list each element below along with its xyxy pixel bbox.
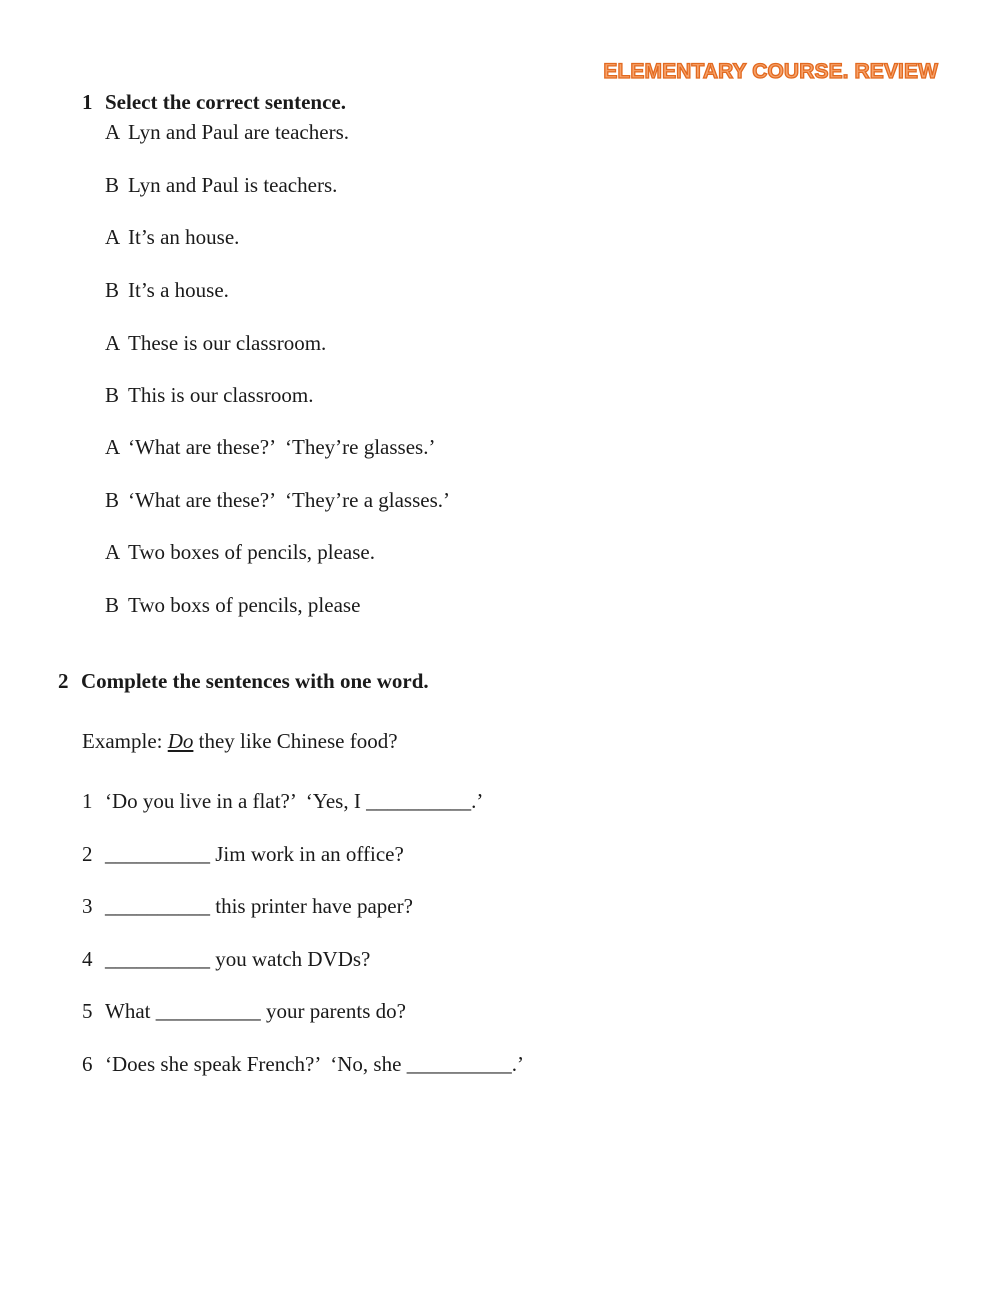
item-text-after: .’ <box>511 1052 524 1076</box>
option-text: Two boxs of pencils, please <box>128 593 361 617</box>
option-letter: B <box>105 383 120 407</box>
answer-blank[interactable]: __________ <box>105 842 210 866</box>
item-text-before: ‘Do you live in a flat?’ ‘Yes, I <box>105 789 367 813</box>
option-letter: A <box>105 120 121 144</box>
option-text: These is our classroom. <box>128 331 327 355</box>
section-1-heading <box>82 90 346 115</box>
fill-item-6 <box>82 1052 524 1077</box>
section-2-number: 2 <box>58 669 69 693</box>
item-text-after: Jim work in an office? <box>210 842 404 866</box>
section-2-heading <box>58 669 429 694</box>
example-label: Example: <box>82 729 163 753</box>
option-letter: B <box>105 278 120 302</box>
option-3a[interactable] <box>105 331 326 356</box>
example-rest: they like Chinese food? <box>198 729 398 753</box>
item-number: 3 <box>82 894 93 918</box>
example-sentence <box>82 729 398 754</box>
item-text-after: you watch DVDs? <box>210 947 371 971</box>
option-text: Lyn and Paul are teachers. <box>128 120 349 144</box>
option-text: This is our classroom. <box>128 383 314 407</box>
answer-blank[interactable]: __________ <box>366 789 472 813</box>
item-text-before: ‘Does she speak French?’ ‘No, she <box>105 1052 407 1076</box>
section-1-title: Select the correct sentence. <box>105 90 346 114</box>
item-number: 2 <box>82 842 93 866</box>
item-number: 1 <box>82 789 93 813</box>
option-letter: B <box>105 173 120 197</box>
example-answer: Do <box>167 729 194 753</box>
option-4a[interactable] <box>105 435 435 460</box>
item-text-after: your parents do? <box>260 999 406 1023</box>
option-letter: A <box>105 540 121 564</box>
option-3b[interactable] <box>105 383 313 408</box>
fill-item-3 <box>82 894 413 919</box>
option-5b[interactable] <box>105 593 360 618</box>
answer-blank[interactable]: __________ <box>105 947 210 971</box>
option-4b[interactable] <box>105 488 450 513</box>
option-text: Two boxes of pencils, please. <box>128 540 375 564</box>
option-text: ‘What are these?’ ‘They’re a glasses.’ <box>128 488 451 512</box>
option-text: It’s an house. <box>128 225 240 249</box>
item-text-after: this printer have paper? <box>210 894 413 918</box>
item-text-before: What <box>105 999 156 1023</box>
option-letter: B <box>105 593 120 617</box>
option-1a[interactable] <box>105 120 349 145</box>
fill-item-5 <box>82 999 406 1024</box>
answer-blank[interactable]: __________ <box>406 1052 512 1076</box>
option-letter: A <box>105 435 121 459</box>
page-title: ELEMENTARY COURSE. REVIEW <box>603 60 938 83</box>
section-1-number: 1 <box>82 90 93 114</box>
fill-item-4 <box>82 947 370 972</box>
answer-blank[interactable]: __________ <box>105 894 210 918</box>
fill-item-2 <box>82 842 404 867</box>
option-5a[interactable] <box>105 540 375 565</box>
item-number: 4 <box>82 947 93 971</box>
item-number: 5 <box>82 999 93 1023</box>
option-letter: A <box>105 331 121 355</box>
option-2a[interactable] <box>105 225 239 250</box>
option-text: ‘What are these?’ ‘They’re glasses.’ <box>128 435 436 459</box>
option-letter: A <box>105 225 121 249</box>
item-number: 6 <box>82 1052 93 1076</box>
option-text: Lyn and Paul is teachers. <box>128 173 338 197</box>
option-2b[interactable] <box>105 278 229 303</box>
fill-item-1 <box>82 789 483 814</box>
option-letter: B <box>105 488 120 512</box>
section-2-title: Complete the sentences with one word. <box>81 669 429 693</box>
option-text: It’s a house. <box>128 278 229 302</box>
answer-blank[interactable]: __________ <box>155 999 261 1023</box>
item-text-after: .’ <box>471 789 484 813</box>
option-1b[interactable] <box>105 173 337 198</box>
